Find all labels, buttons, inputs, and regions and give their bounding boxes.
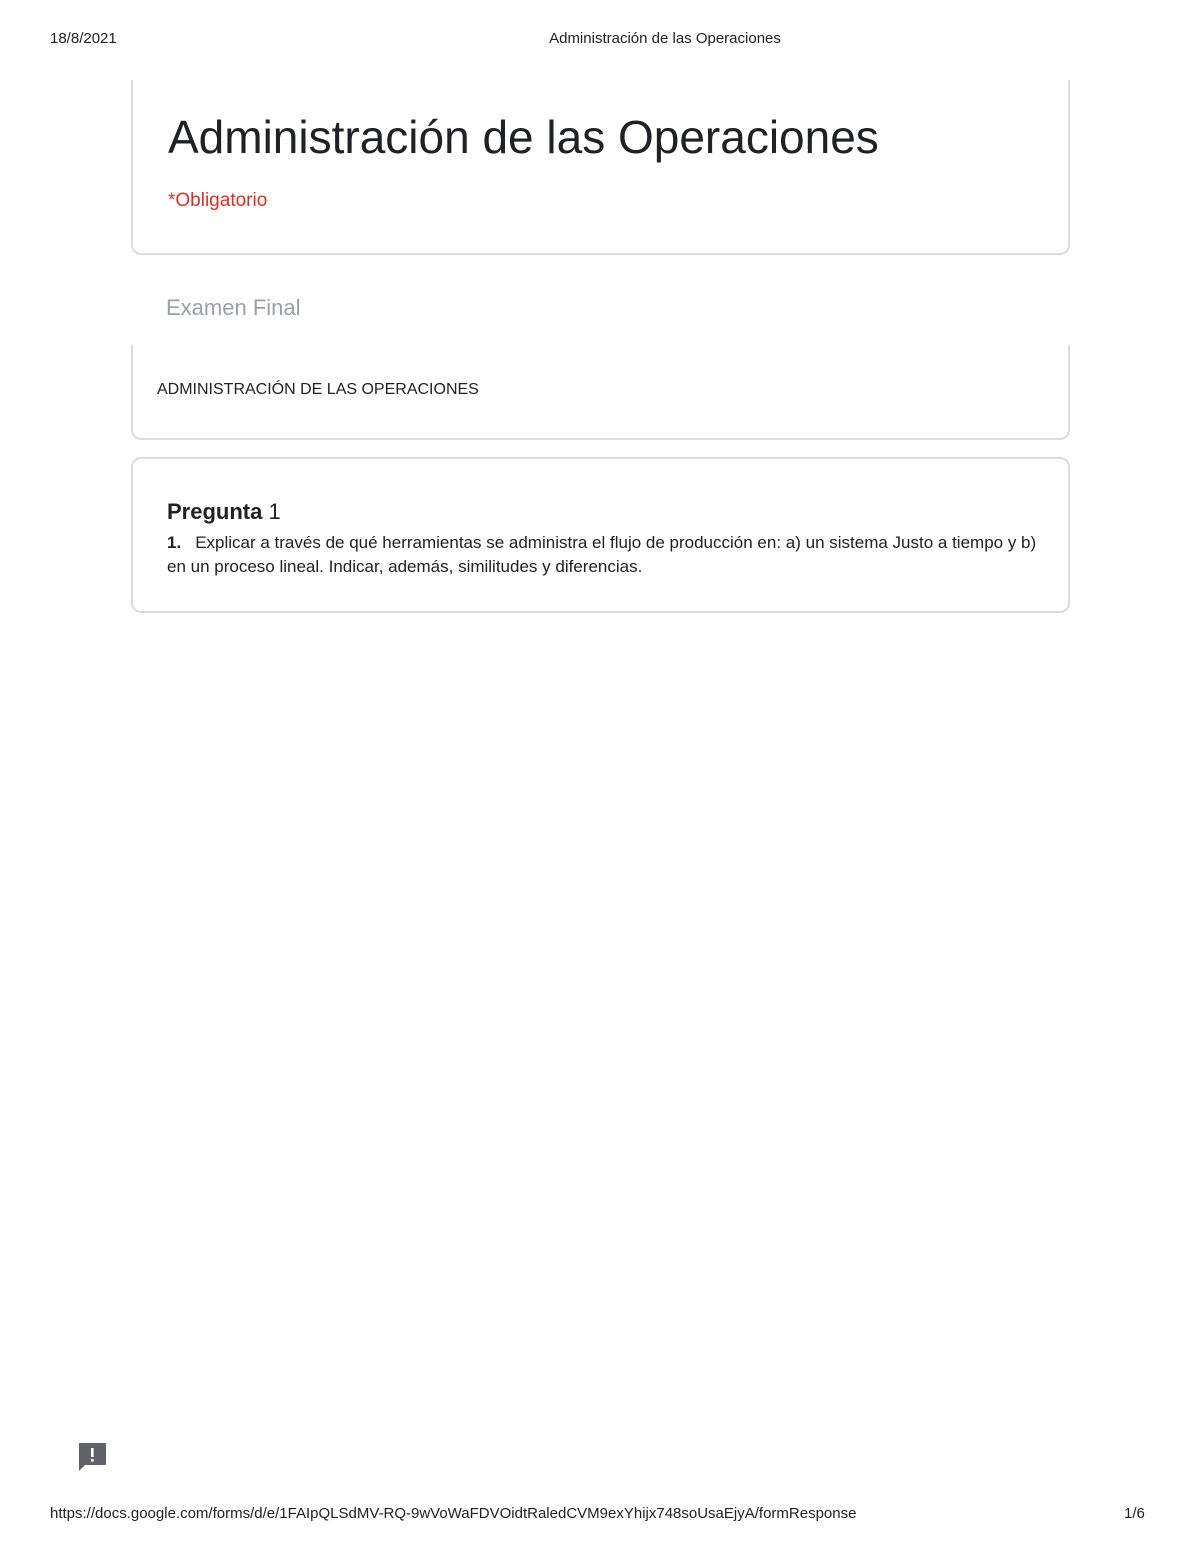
feedback-icon[interactable]	[76, 1441, 108, 1473]
print-footer-page: 1/6	[1124, 1505, 1145, 1522]
form-header-card	[131, 80, 1070, 255]
print-header-title: Administración de las Operaciones	[549, 30, 781, 47]
feedback-icon-glyph	[76, 1441, 108, 1473]
print-footer-url: https://docs.google.com/forms/d/e/1FAIpQLSdMV-RQ-9wVoWaFDVOidtRaledCVM9exYhijx748soUsaEjyA/formResponse	[50, 1505, 857, 1522]
question-text-block	[167, 531, 1037, 579]
question-heading-number: 1	[268, 499, 281, 524]
required-note: *Obligatorio	[168, 190, 268, 211]
question-heading-label: Pregunta	[167, 499, 263, 524]
section-description-card	[131, 345, 1070, 440]
section-description: ADMINISTRACIÓN DE LAS OPERACIONES	[157, 381, 479, 398]
print-header-date: 18/8/2021	[50, 30, 117, 47]
question-text: Explicar a través de qué herramientas se administra el flujo de producción en: a) un sistema Justo a tiempo y b) en un proceso lineal. Indicar, además, similitudes y diferencias.	[167, 533, 1037, 576]
section-title: Examen Final	[166, 295, 301, 320]
question-heading	[167, 499, 281, 525]
question-card	[131, 457, 1070, 613]
question-number: 1.	[167, 533, 182, 552]
form-title: Administración de las Operaciones	[168, 111, 879, 163]
